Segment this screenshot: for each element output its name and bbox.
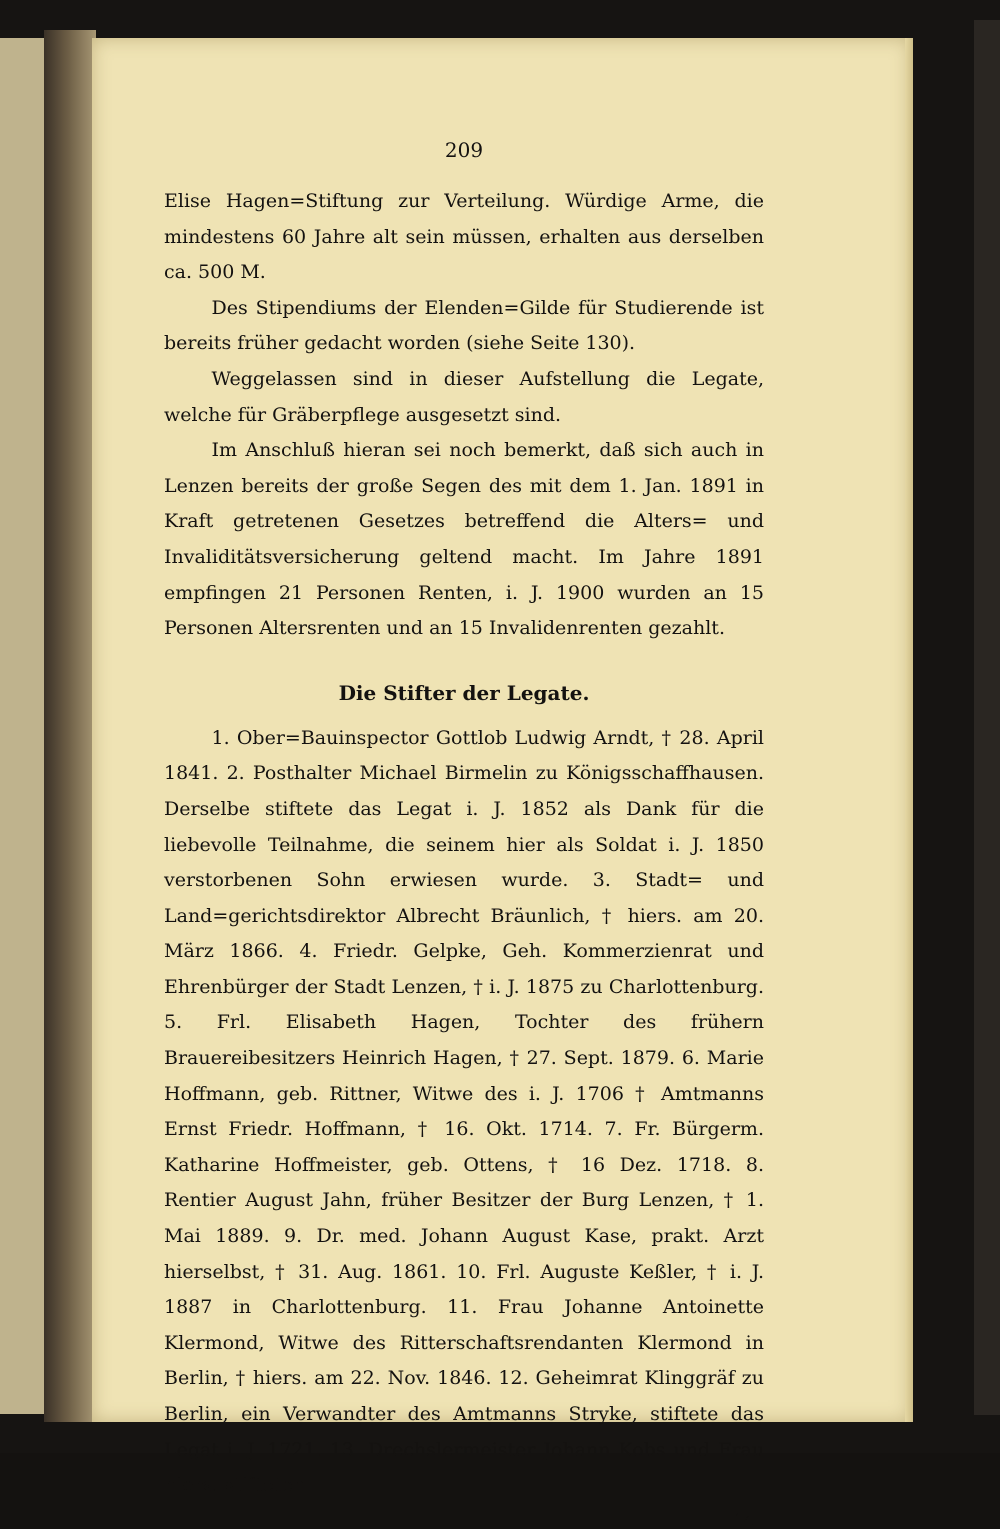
section-heading: Die Stifter der Legate. — [338, 680, 590, 705]
paragraph-hagen-stiftung: Elise Hagen=Stiftung zur Verteilung. Würdige Arme, die mindestens 60 Jahre alt sein müssen, erhalten aus derselben ca. 500 M. — [164, 190, 764, 284]
paragraph-stipendium: Des Stipendiums der Elenden=Gilde für Studierende ist bereits früher gedacht worden (siehe Seite 130). — [164, 296, 764, 355]
paragraph-stifter-list: 1. Ober=Bauinspector Gottlob Ludwig Arndt, † 28. April 1841. 2. Posthalter Michael Birmelin zu Königsschaffhausen. Derselbe stiftete das Legat i. J. 1852 als Dank für die liebevolle Teilnahme, die seinem hier als Soldat i. J. 1850 verstorbenen Sohn erwiesen wurde. 3. Stadt= und Land=gerichtsdirektor Albrecht Bräunlich, † hiers. am 20. März 1866. 4. Friedr. Gelpke, Geh. Kommerzienrat und Ehrenbürger der Stadt Lenzen, † i. J. 1875 zu Charlottenburg. 5. Frl. Elisabeth Hagen, Tochter des frühern Brauereibesitzers Heinrich Hagen, † 27. Sept. 1879. 6. Marie Hoffmann, geb. Rittner, Witwe des i. J. 1706 † Amtmanns Ernst Friedr. Hoffmann, † 16. Okt. 1714. 7. Fr. Bürgerm. Katharine Hoffmeister, geb. Ottens, † 16 Dez. 1718. 8. Rentier August Jahn, früher Besitzer der Burg Lenzen, † 1. Mai 1889. 9. Dr. med. Johann August Kase, prakt. Arzt hierselbst, † 31. Aug. 1861. 10. Frl. Auguste Keßler, † i. J. 1887 in Charlottenburg. 11. Frau Johanne Antoinette Klermond, Witwe des Ritterschaftsrendanten Klermond in Berlin, † hiers. am 22. Nov. 1846. 12. Geheimrat Klinggräf zu Berlin, ein Verwandter des Amtmanns Stryke, stiftete das Legat i. J. 1721. 13. Drechslermeister Johann Kobs und Frau hiers. stifteten — [164, 726, 764, 1497]
paragraph-weggelassen: Weggelassen sind in dieser Aufstellung die Legate, welche für Gräberpflege ausgesetzt sind. — [164, 367, 764, 426]
page-edge-shadow — [905, 38, 913, 1422]
previous-page-edge — [0, 38, 47, 1414]
printer-signature: 14 — [733, 1509, 754, 1529]
paragraph-versicherung: Im Anschluß hieran sei noch bemerkt, daß sich auch in Lenzen bereits der große Segen des mit dem 1. Jan. 1891 in Kraft getretenen Gesetzes betreffend die Alters= und Invaliditätsversicherung geltend macht. Im Jahre 1891 empfingen 21 Personen Renten, i. J. 1900 wurden an 15 Personen Altersrenten und an 15 Invalidenrenten gezahlt. — [164, 439, 764, 640]
book-cover-edge — [974, 20, 1000, 1415]
page-text — [164, 138, 764, 1529]
book-gutter — [44, 30, 96, 1422]
page-number: 209 — [444, 138, 484, 162]
